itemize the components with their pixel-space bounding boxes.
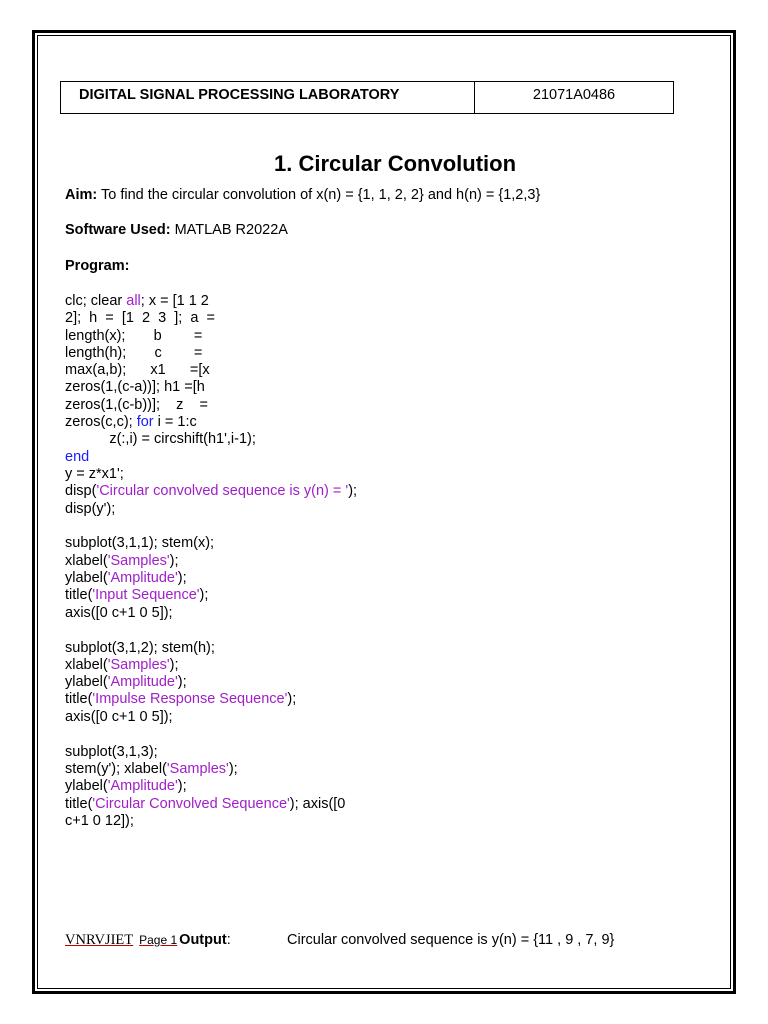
code-line: c+1 0 12]); (65, 812, 134, 829)
aim-label: Aim: (65, 187, 98, 203)
college-name: VNRVJIET (65, 932, 134, 948)
lab-name: DIGITAL SIGNAL PROCESSING LABORATORY (61, 82, 475, 113)
code-line: axis([0 c+1 0 5]); (65, 604, 173, 621)
code-line: 2]; h = [1 2 3 ]; a = (65, 310, 215, 327)
code-line: axis([0 c+1 0 5]); (65, 708, 173, 725)
code-line: title('Circular Convolved Sequence'); axis([0 (65, 795, 346, 812)
header-table (60, 81, 674, 114)
code-line: zeros(c,c); for i = 1:c (65, 414, 197, 431)
code-line: ylabel('Amplitude'); (65, 570, 187, 587)
software-line (65, 222, 288, 238)
code-line: disp('Circular convolved sequence is y(n) = '); (65, 483, 358, 500)
code-line: disp(y'); (65, 500, 116, 517)
program-label: Program: (65, 258, 130, 274)
code-line: subplot(3,1,1); stem(x); (65, 535, 215, 552)
code-line: xlabel('Samples'); (65, 656, 179, 673)
code-line: z(:,i) = circshift(h1',i-1); (65, 431, 256, 448)
code-line: title('Impulse Response Sequence'); (65, 691, 297, 708)
footer (65, 932, 615, 949)
aim-text: To find the circular convolution of x(n) = {1, 1, 2, 2} and h(n) = {1,2,3} (97, 187, 541, 203)
software-text: MATLAB R2022A (170, 222, 288, 238)
code-line: title('Input Sequence'); (65, 587, 209, 604)
code-line: zeros(1,(c-a))]; h1 =[h (65, 379, 205, 396)
software-label: Software Used: (65, 222, 171, 238)
code-line: ylabel('Amplitude'); (65, 778, 187, 795)
aim-line (65, 187, 540, 203)
code-line: end (65, 448, 90, 465)
page-number: Page 1 (139, 933, 178, 947)
code-line: length(h); c = (65, 344, 203, 361)
page-title: 1. Circular Convolution (273, 151, 517, 176)
code-block (65, 293, 357, 830)
code-line: xlabel('Samples'); (65, 552, 179, 569)
code-line: clc; clear all; x = [1 1 2 (65, 293, 209, 309)
code-line: length(x); b = (65, 327, 203, 344)
code-line: zeros(1,(c-b))]; z = (65, 396, 209, 413)
output-label: Output (179, 932, 227, 948)
code-line: subplot(3,1,2); stem(h); (65, 639, 215, 656)
code-line: max(a,b); x1 =[x (65, 362, 210, 379)
output-colon: : (226, 932, 231, 948)
output-value: Circular convolved sequence is y(n) = {11 , 9 , 7, 9} (287, 932, 615, 948)
roll-number: 21071A0486 (532, 87, 616, 103)
code-line: ylabel('Amplitude'); (65, 674, 187, 691)
code-line: stem(y'); xlabel('Samples'); (65, 760, 238, 777)
code-line: subplot(3,1,3); (65, 743, 158, 760)
code-line: y = z*x1'; (65, 465, 124, 482)
